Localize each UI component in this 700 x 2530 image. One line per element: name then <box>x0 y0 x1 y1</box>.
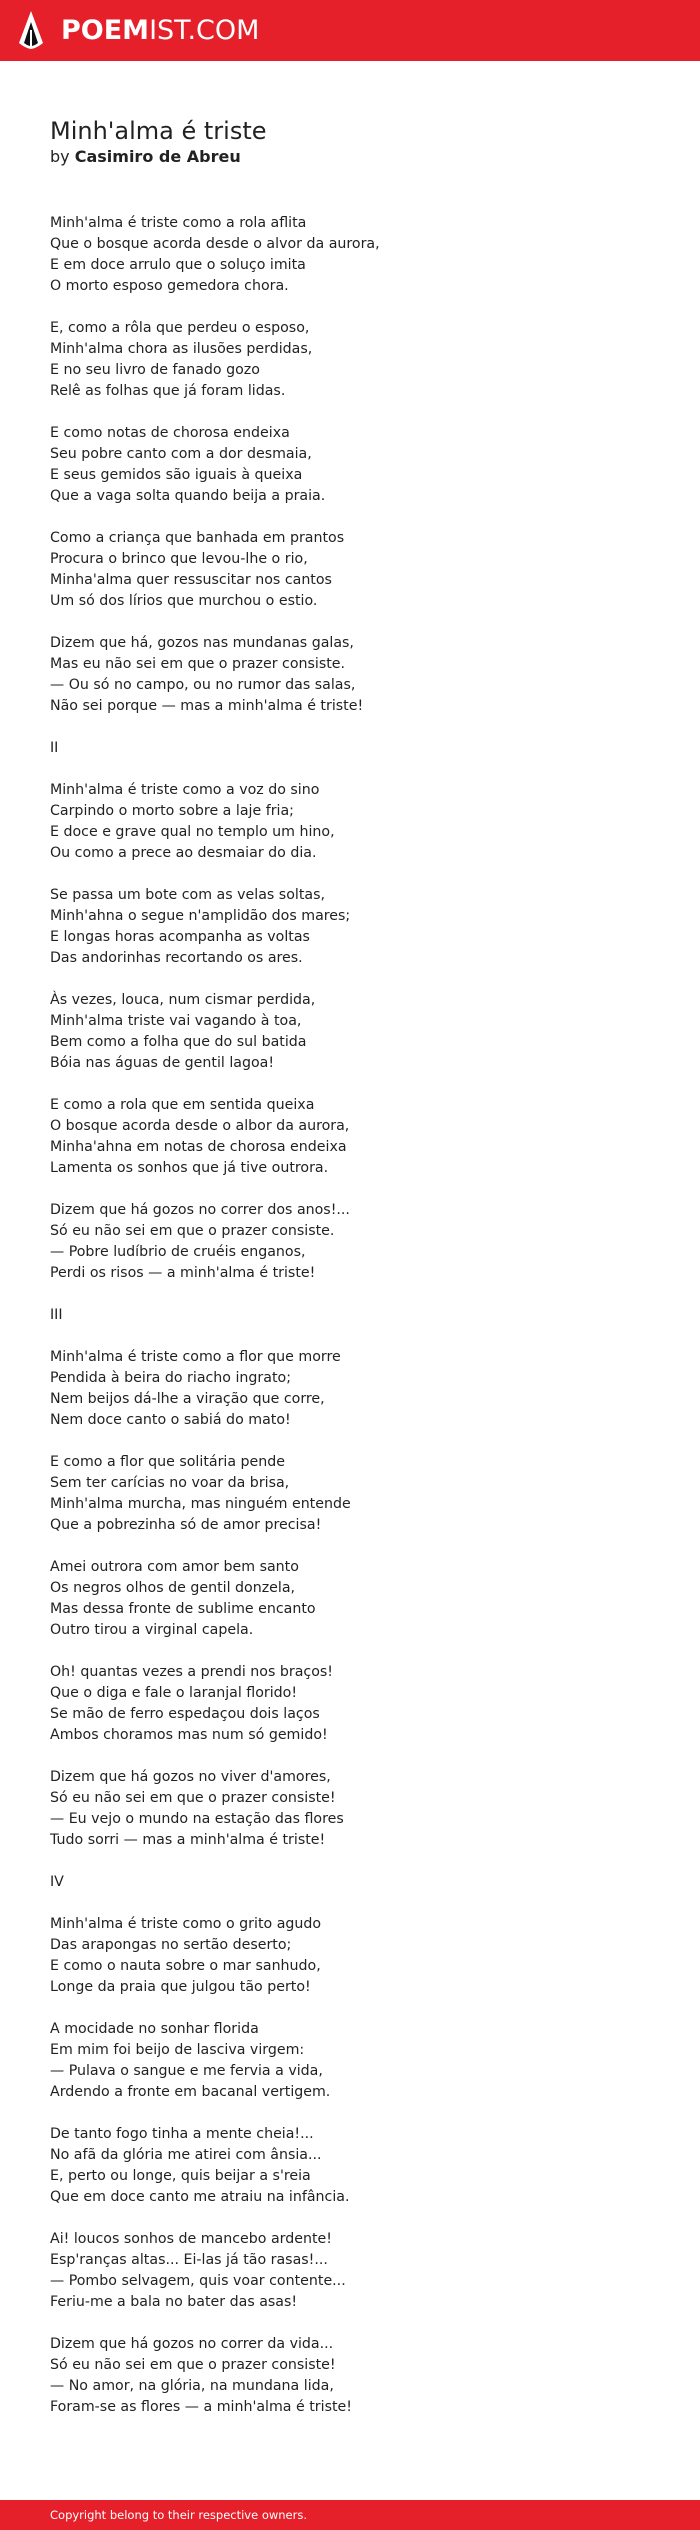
poem-line: Em mim foi beijo de lasciva virgem: <box>50 2042 305 2058</box>
stanza <box>50 1200 650 1284</box>
poem-line: — Eu vejo o mundo na estação das flores <box>50 1811 344 1827</box>
poem-line: E como o nauta sobre o mar sanhudo, <box>50 1958 321 1974</box>
section-numeral <box>50 1305 650 1326</box>
poem-line: Dizem que há gozos no viver d'amores, <box>50 1769 331 1785</box>
poem-line: Ambos choramos mas num só gemido! <box>50 1727 328 1743</box>
poem-line: Nem beijos dá-lhe a viração que corre, <box>50 1391 325 1407</box>
poem-line: E no seu livro de fanado gozo <box>50 362 260 378</box>
site-footer <box>0 2500 700 2530</box>
stanza <box>50 1662 650 1746</box>
poem-line: — Ou só no campo, ou no rumor das salas, <box>50 677 356 693</box>
poem-line: Como a criança que banhada em prantos <box>50 530 345 546</box>
poem-line: Seu pobre canto com a dor desmaia, <box>50 446 312 462</box>
poem-line: Minha'ahna em notas de chorosa endeixa <box>50 1139 347 1155</box>
poem-line: Bem como a folha que do sul batida <box>50 1034 307 1050</box>
poem-line: E como a flor que solitária pende <box>50 1454 286 1470</box>
poem-line: — Pulava o sangue e me fervia a vida, <box>50 2063 323 2079</box>
poem-line: — No amor, na glória, na mundana lida, <box>50 2378 334 2394</box>
poem-line: Minha'alma quer ressuscitar nos cantos <box>50 572 332 588</box>
poem-line: E como a rola que em sentida queixa <box>50 1097 315 1113</box>
poem-line: Dizem que há gozos no correr dos anos!... <box>50 1202 350 1218</box>
poem-line: Das arapongas no sertão deserto; <box>50 1937 292 1953</box>
poem-line: Não sei porque — mas a minh'alma é triste! <box>50 698 364 714</box>
poem-line: Minh'alma é triste como o grito agudo <box>50 1916 322 1932</box>
stanza <box>50 633 650 717</box>
poem-line: O morto esposo gemedora chora. <box>50 278 289 294</box>
poem-line: Perdi os risos — a minh'alma é triste! <box>50 1265 316 1281</box>
stanza <box>50 990 650 1074</box>
poem-line: Os negros olhos de gentil donzela, <box>50 1580 296 1596</box>
poem-line: Oh! quantas vezes a prendi nos braços! <box>50 1664 333 1680</box>
poem-line: E, como a rôla que perdeu o esposo, <box>50 320 310 336</box>
stanza <box>50 780 650 864</box>
stanza <box>50 1347 650 1431</box>
poem-line: De tanto fogo tinha a mente cheia!... <box>50 2126 314 2142</box>
poem-line: Foram-se as flores — a minh'alma é triste! <box>50 2399 352 2415</box>
poem-line: Minh'alma é triste como a voz do sino <box>50 782 320 798</box>
poem-line: Pendida à beira do riacho ingrato; <box>50 1370 291 1386</box>
poem-line: Bóia nas águas de gentil lagoa! <box>50 1055 275 1071</box>
section-numeral <box>50 738 650 759</box>
stanza <box>50 1452 650 1536</box>
poem-line: Longe da praia que julgou tão perto! <box>50 1979 311 1995</box>
poem-line: Um só dos lírios que murchou o estio. <box>50 593 318 609</box>
stanza <box>50 1914 650 1998</box>
stanza <box>50 2229 650 2313</box>
poem-line: Só eu não sei em que o prazer consiste! <box>50 1790 336 1806</box>
poem-line: Se passa um bote com as velas soltas, <box>50 887 325 903</box>
poem-line: Que em doce canto me atraiu na infância. <box>50 2189 350 2205</box>
poem-line: Dizem que há gozos no correr da vida... <box>50 2336 334 2352</box>
poem-line: Ou como a prece ao desmaiar do dia. <box>50 845 317 861</box>
stanza <box>50 1767 650 1851</box>
poem-line: Feriu-me a bala no bater das asas! <box>50 2294 298 2310</box>
poem-line: Sem ter carícias no voar da brisa, <box>50 1475 290 1491</box>
poem-line: Nem doce canto o sabiá do mato! <box>50 1412 291 1428</box>
poem-line: Minh'ahna o segue n'amplidão dos mares; <box>50 908 351 924</box>
site-header <box>0 0 700 61</box>
poem-line: — Pobre ludíbrio de cruéis enganos, <box>50 1244 306 1260</box>
author-link[interactable]: Casimiro de Abreu <box>74 147 241 166</box>
poem-line: Esp'ranças altas... Ei-las já tão rasas!... <box>50 2252 328 2268</box>
poem-line: Que a vaga solta quando beija a praia. <box>50 488 326 504</box>
quill-pen-icon <box>16 10 46 50</box>
poem-line: Minh'alma é triste como a rola aflita <box>50 215 307 231</box>
poem-body <box>50 213 650 2418</box>
poem-title: Minh'alma é triste <box>50 117 267 145</box>
poem-line: Que o bosque acorda desde o alvor da aurora, <box>50 236 380 252</box>
section-numeral <box>50 1872 650 1893</box>
poem-line: Mas eu não sei em que o prazer consiste. <box>50 656 346 672</box>
poem-content <box>50 116 650 2439</box>
poem-line: Minh'alma triste vai vagando à toa, <box>50 1013 302 1029</box>
poem-line: Carpindo o morto sobre a laje fria; <box>50 803 294 819</box>
poem-line: Relê as folhas que já foram lidas. <box>50 383 286 399</box>
byline <box>50 146 650 168</box>
poem-line: A mocidade no sonhar florida <box>50 2021 259 2037</box>
poem-line: Tudo sorri — mas a minh'alma é triste! <box>50 1832 326 1848</box>
poem-line: No afã da glória me atirei com ânsia... <box>50 2147 322 2163</box>
stanza <box>50 1095 650 1179</box>
stanza <box>50 213 650 297</box>
poem-line: Ardendo a fronte em bacanal vertigem. <box>50 2084 331 2100</box>
poem-line: Ai! loucos sonhos de mancebo ardente! <box>50 2231 332 2247</box>
poem-line: Amei outrora com amor bem santo <box>50 1559 299 1575</box>
stanza <box>50 2124 650 2208</box>
poem-line: Das andorinhas recortando os ares. <box>50 950 303 966</box>
poem-line: II <box>50 740 59 756</box>
poem-line: O bosque acorda desde o albor da aurora, <box>50 1118 350 1134</box>
poem-line: Procura o brinco que levou-lhe o rio, <box>50 551 308 567</box>
poem-line: E longas horas acompanha as voltas <box>50 929 310 945</box>
poem-line: Que o diga e fale o laranjal florido! <box>50 1685 298 1701</box>
stanza <box>50 1557 650 1641</box>
poem-line: E como notas de chorosa endeixa <box>50 425 290 441</box>
stanza <box>50 2019 650 2103</box>
poem-line: Só eu não sei em que o prazer consiste! <box>50 2357 336 2373</box>
stanza <box>50 2334 650 2418</box>
poem-line: Que a pobrezinha só de amor precisa! <box>50 1517 322 1533</box>
copyright-notice: Copyright belong to their respective owners. <box>50 2508 308 2522</box>
by-label: by <box>50 147 70 166</box>
poem-line: Às vezes, louca, num cismar perdida, <box>50 992 316 1008</box>
poem-line: IV <box>50 1874 64 1890</box>
poem-line: Se mão de ferro espedaçou dois laços <box>50 1706 320 1722</box>
poem-line: E seus gemidos são iguais à queixa <box>50 467 303 483</box>
poem-line: Só eu não sei em que o prazer consiste. <box>50 1223 335 1239</box>
poem-line: Minh'alma é triste como a flor que morre <box>50 1349 341 1365</box>
poem-line: E, perto ou longe, quis beijar a s'reia <box>50 2168 311 2184</box>
stanza <box>50 528 650 612</box>
stanza <box>50 318 650 402</box>
poem-line: — Pombo selvagem, quis voar contente... <box>50 2273 346 2289</box>
poem-line: E em doce arrulo que o soluço imita <box>50 257 306 273</box>
poem-line: Minh'alma murcha, mas ninguém entende <box>50 1496 351 1512</box>
stanza <box>50 423 650 507</box>
poem-line: Lamenta os sonhos que já tive outrora. <box>50 1160 329 1176</box>
poem-line: E doce e grave qual no templo um hino, <box>50 824 335 840</box>
poem-line: Mas dessa fronte de sublime encanto <box>50 1601 316 1617</box>
poem-line: Dizem que há, gozos nas mundanas galas, <box>50 635 354 651</box>
poem-line: Minh'alma chora as ilusões perdidas, <box>50 341 313 357</box>
logo-wordmark <box>61 14 259 48</box>
poem-line: Outro tirou a virginal capela. <box>50 1622 254 1638</box>
logo-bold-part: POEM <box>61 15 150 46</box>
poem-line: III <box>50 1307 63 1323</box>
stanza <box>50 885 650 969</box>
logo-light-part: IST.COM <box>149 15 260 46</box>
